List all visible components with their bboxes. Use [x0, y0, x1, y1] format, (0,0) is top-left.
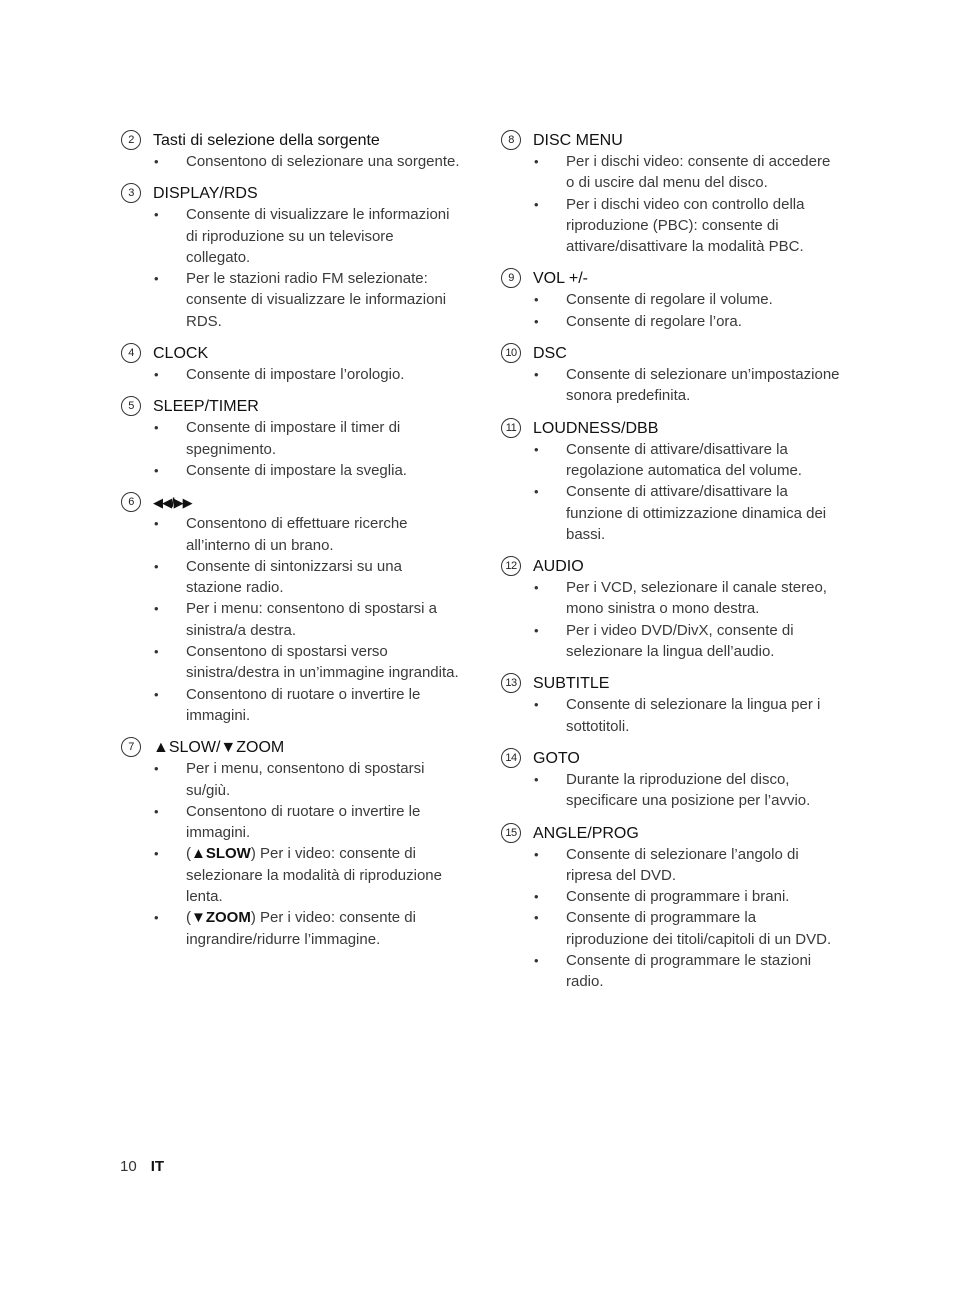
list-item: • Per i video DVD/DivX, consente di selezionare la lingua dell’audio.	[534, 621, 794, 661]
section-title: ▲SLOW/▼ZOOM	[153, 739, 285, 757]
list-item: • Consente di selezionare un’impostazione sonora predefinita.	[534, 366, 840, 405]
list-item: • Consente di sintonizzarsi su una stazione radio.	[154, 557, 402, 597]
section-title: DISC MENU	[533, 132, 623, 149]
item-number: 11	[501, 418, 521, 438]
list-item: • Consente di impostare la sveglia.	[154, 461, 407, 479]
section-5	[120, 396, 460, 481]
item-number: 10	[501, 343, 521, 363]
list-item: • Per i VCD, selezionare il canale stereo, mono sinistra o mono destra.	[534, 579, 827, 618]
section-title: GOTO	[533, 749, 580, 767]
list-item: • Consente di programmare le stazioni radio.	[534, 952, 812, 991]
item-number: 9	[501, 268, 521, 288]
list-item: • Consente di selezionare la lingua per i sottotitoli.	[534, 696, 821, 735]
section-title: ANGLE/PROG	[533, 824, 639, 842]
item-number: 3	[121, 183, 141, 203]
list-item: • Consente di regolare l’ora.	[534, 312, 742, 330]
section-15	[500, 823, 840, 993]
item-number: 12	[501, 556, 521, 576]
list-item: • Consente di impostare il timer di spegnimento.	[154, 419, 401, 458]
section-title: LOUDNESS/DBB	[533, 419, 659, 437]
language-code: IT	[150, 1158, 165, 1175]
section-title: DSC	[533, 345, 567, 363]
item-number: 13	[501, 673, 521, 693]
item-number: 2	[121, 130, 141, 150]
list-item: • Per i dischi video: consente di accedere o di uscire dal menu del disco.	[534, 153, 831, 192]
section-title: CLOCK	[153, 345, 209, 363]
list-item: • Per le stazioni radio FM selezionate: consente di visualizzare le informazioni RDS.	[154, 270, 447, 330]
item-number: 8	[501, 130, 521, 150]
section-12	[500, 556, 840, 662]
list-item: • Consente di visualizzare le informazioni di riproduzione su un televisore collegato.	[154, 206, 450, 266]
list-item: • Consente di programmare i brani.	[534, 888, 790, 906]
list-item: • Durante la riproduzione del disco, specificare una posizione per l’avvio.	[534, 770, 811, 810]
list-item: • Consente di programmare la riproduzione dei titoli/capitoli di un DVD.	[534, 909, 832, 948]
list-item: • Per i menu: consentono di spostarsi a sinistra/a destra.	[154, 600, 437, 639]
section-title: VOL +/-	[533, 270, 588, 288]
list-item: • Consentono di spostarsi verso sinistra/destra in un’immagine ingrandita.	[154, 643, 459, 682]
left-column	[120, 130, 460, 961]
list-item: • Consentono di selezionare una sorgente.	[154, 153, 460, 170]
section-9	[500, 268, 840, 332]
page-number: 10	[120, 1158, 137, 1175]
list-item: • Consentono di effettuare ricerche all’interno di un brano.	[154, 515, 408, 554]
section-7	[120, 737, 460, 950]
zoom-key-label: ▼ZOOM	[191, 909, 251, 927]
section-2	[120, 130, 460, 172]
item-number: 6	[121, 492, 141, 512]
section-title: AUDIO	[533, 558, 584, 576]
section-3	[120, 183, 460, 332]
item-number: 5	[121, 396, 141, 416]
item-number: 7	[121, 737, 141, 757]
list-item: • Consente di attivare/disattivare la funzione di ottimizzazione dinamica dei bassi.	[534, 483, 827, 543]
item-number: 14	[501, 748, 521, 768]
section-title: SUBTITLE	[533, 675, 610, 693]
section-10	[500, 343, 840, 407]
list-item: • (▲SLOW) Per i video: consente di selezionare la modalità di riproduzione lenta.	[154, 845, 442, 906]
section-14	[500, 748, 840, 812]
list-item: • Per i menu, consentono di spostarsi su/giù.	[154, 760, 425, 799]
page-footer	[120, 1158, 164, 1175]
list-item: • Consente di selezionare l’angolo di ripresa del DVD.	[534, 845, 799, 884]
list-item: • Consente di impostare l’orologio.	[154, 366, 405, 384]
section-6	[120, 492, 460, 726]
list-item: • Per i dischi video con controllo della riproduzione (PBC): consente di attivare/disattivare la modalità PBC.	[534, 195, 805, 256]
list-item: • (▼ZOOM) Per i video: consente di ingrandire/ridurre l’immagine.	[154, 909, 416, 948]
section-title: SLEEP/TIMER	[153, 398, 259, 416]
section-11	[500, 418, 840, 545]
section-13	[500, 673, 840, 737]
list-item: • Consentono di ruotare o invertire le immagini.	[154, 685, 421, 724]
section-8	[500, 130, 840, 257]
section-title: Tasti di selezione della sorgente	[153, 132, 380, 149]
item-number: 15	[501, 823, 521, 843]
list-item: • Consente di attivare/disattivare la regolazione automatica del volume.	[534, 440, 802, 479]
list-item: • Consente di regolare il volume.	[534, 291, 773, 309]
rewind-forward-icon: ◀◀/▶▶	[153, 495, 192, 511]
right-column	[500, 130, 840, 1004]
item-number: 4	[121, 343, 141, 363]
list-item: • Consentono di ruotare o invertire le immagini.	[154, 802, 421, 842]
section-title: DISPLAY/RDS	[153, 185, 258, 203]
section-4	[120, 343, 460, 385]
slow-key-label: ▲SLOW	[191, 845, 251, 863]
